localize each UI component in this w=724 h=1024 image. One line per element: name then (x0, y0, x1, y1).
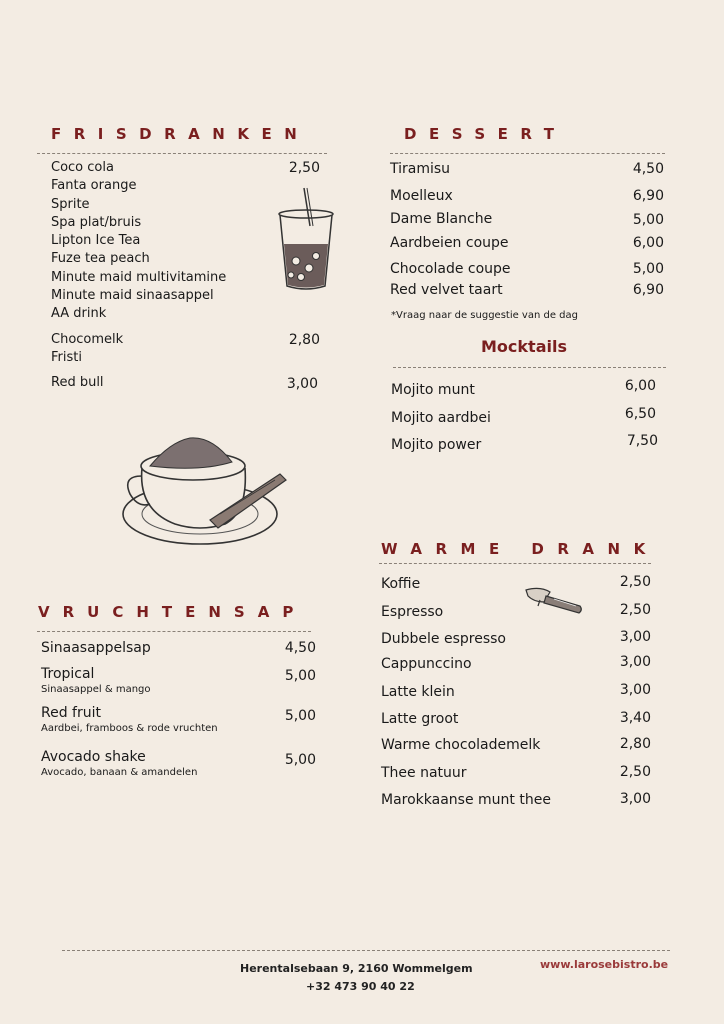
dessert-item-name: Dame Blanche (390, 211, 493, 227)
mocktails-title: Mocktails (481, 337, 567, 356)
footer-divider (62, 950, 670, 951)
mocktail-item-name: Mojito aardbei (391, 410, 491, 426)
warme-drank-item-price: 3,00 (619, 629, 651, 645)
portafilter-icon (524, 584, 584, 620)
warme-drank-item-price: 2,50 (619, 764, 651, 780)
warme-drank-item-name: Marokkaanse munt thee (381, 792, 551, 808)
footer-address: Herentalsebaan 9, 2160 Wommelgem (240, 962, 473, 975)
warme-drank-item-name: Dubbele espresso (381, 631, 507, 647)
frisdranken-group-2-price: 2,80 (288, 332, 320, 348)
vruchtensap-divider (37, 631, 311, 632)
warme-drank-item-name: Cappunccino (381, 656, 472, 672)
dessert-item-price: 6,90 (632, 188, 664, 204)
dessert-item-name: Moelleux (390, 188, 453, 204)
frisdranken-title: FRISDRANKEN (51, 125, 310, 143)
warme-drank-item-name: Warme chocolademelk (381, 737, 541, 753)
list-item: Minute maid sinaasappel (51, 288, 214, 304)
dessert-item-price: 4,50 (632, 161, 664, 177)
list-item: Minute maid multivitamine (51, 269, 227, 285)
dessert-item-price: 6,90 (632, 282, 664, 298)
warme-drank-item-price: 3,40 (619, 710, 651, 726)
vruchtensap-item-price: 5,00 (284, 668, 316, 684)
warme-drank-item-name: Latte klein (381, 684, 455, 700)
mocktail-item-price: 6,50 (624, 406, 656, 422)
vruchtensap-item-desc: Avocado, banaan & amandelen (41, 767, 198, 778)
warme-drank-item-price: 2,50 (619, 602, 651, 618)
vruchtensap-item-price: 5,00 (284, 708, 316, 724)
vruchtensap-item-name: Avocado shake (41, 749, 146, 765)
warme-drank-item-price: 2,80 (619, 736, 651, 752)
warme-drank-item-name: Thee natuur (381, 765, 467, 781)
vruchtensap-item-name: Sinaasappelsap (41, 640, 151, 656)
list-item: Fuze tea peach (51, 251, 150, 267)
warme-drank-item-price: 3,00 (619, 791, 651, 807)
mocktail-item-price: 7,50 (626, 433, 658, 449)
footer-website-link[interactable]: www.larosebistro.be (540, 958, 669, 971)
mocktail-item-price: 6,00 (624, 378, 656, 394)
vruchtensap-item-name: Tropical (41, 666, 95, 682)
dessert-item-name: Tiramisu (390, 161, 451, 177)
warme-drank-item-price: 2,50 (619, 574, 651, 590)
frisdranken-group-3 (51, 374, 104, 392)
footer-phone: +32 473 90 40 22 (306, 980, 415, 993)
warme-drank-item-price: 3,00 (619, 654, 651, 670)
frisdranken-divider (37, 153, 327, 154)
mocktails-divider (393, 367, 666, 368)
list-item: Lipton Ice Tea (51, 233, 141, 249)
warme-drank-item-name: Koffie (381, 576, 421, 592)
vruchtensap-item-desc: Sinaasappel & mango (41, 684, 151, 695)
warme-drank-divider (379, 563, 651, 564)
dessert-item-price: 5,00 (632, 261, 664, 277)
list-item: Fristi (51, 350, 82, 366)
list-item: Sprite (51, 196, 90, 212)
warme-drank-item-price: 3,00 (619, 682, 651, 698)
vruchtensap-item-name: Red fruit (41, 705, 101, 721)
list-item: Spa plat/bruis (51, 214, 142, 230)
warme-drank-title: WARME DRANK (381, 540, 659, 558)
frisdranken-group-1-price: 2,50 (288, 160, 320, 176)
list-item: Coco cola (51, 160, 114, 175)
vruchtensap-item-price: 5,00 (284, 752, 316, 768)
mocktail-item-name: Mojito power (391, 437, 482, 453)
dessert-item-name: Chocolade coupe (390, 261, 511, 277)
dessert-item-price: 6,00 (632, 235, 664, 251)
list-item: AA drink (51, 306, 107, 322)
dessert-item-name: Red velvet taart (390, 282, 503, 298)
vruchtensap-item-price: 4,50 (284, 640, 316, 656)
iced-drink-cup-icon (276, 186, 336, 292)
coffee-cup-icon (120, 432, 285, 552)
warme-drank-item-name: Espresso (381, 604, 444, 620)
dessert-item-price: 5,00 (632, 212, 664, 228)
dessert-note: *Vraag naar de suggestie van de dag (391, 310, 578, 321)
list-item: Fanta orange (51, 178, 137, 194)
vruchtensap-item-desc: Aardbei, framboos & rode vruchten (41, 723, 218, 734)
vruchtensap-title: VRUCHTENSAP (38, 603, 307, 621)
dessert-divider (390, 153, 665, 154)
warme-drank-item-name: Latte groot (381, 711, 459, 727)
list-item: Red bull (51, 375, 104, 390)
dessert-title: DESSERT (404, 125, 567, 143)
mocktail-item-name: Mojito munt (391, 382, 475, 398)
list-item: Chocomelk (51, 332, 124, 347)
frisdranken-group-1 (51, 159, 226, 324)
frisdranken-group-2 (51, 331, 123, 368)
frisdranken-group-3-price: 3,00 (286, 376, 318, 392)
dessert-item-name: Aardbeien coupe (390, 235, 509, 251)
